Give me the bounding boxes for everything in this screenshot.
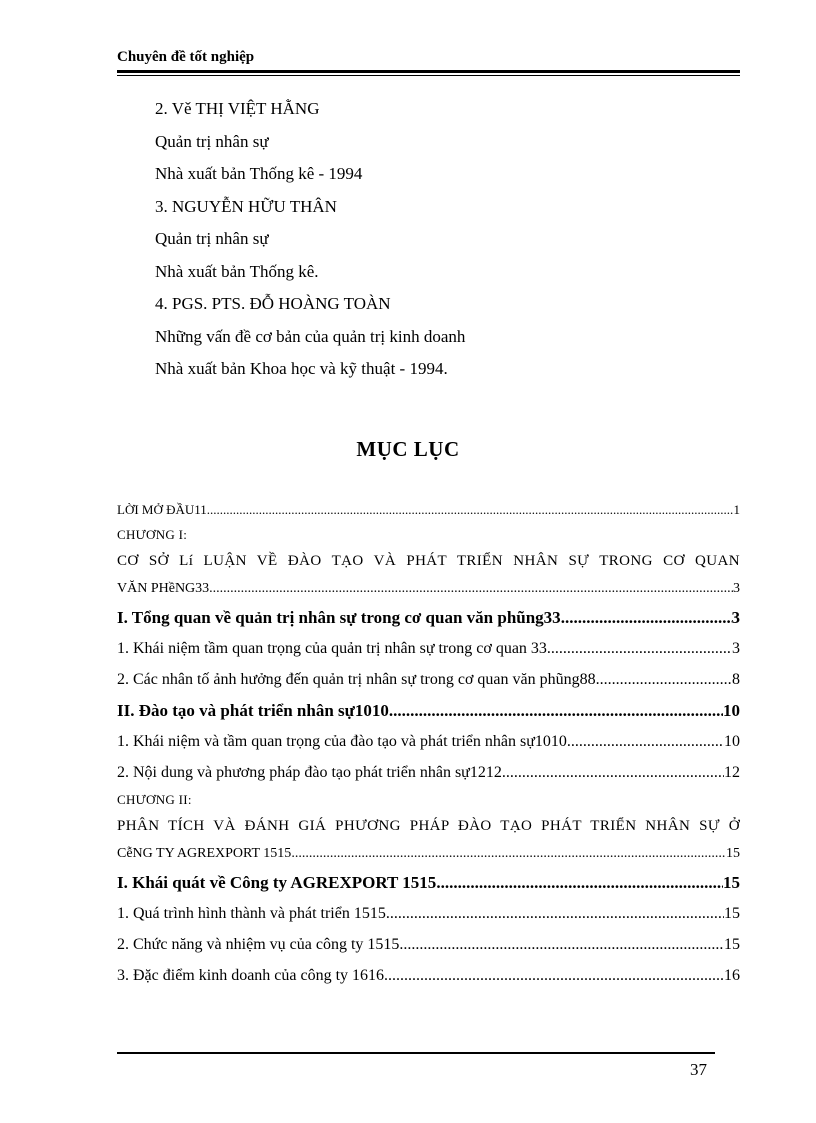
reference-line: Những vấn đề cơ bản của quản trị kinh doanh — [155, 326, 466, 346]
toc-leader — [291, 840, 726, 867]
toc-leader — [547, 633, 732, 664]
reference-line: 4. PGS. PTS. ĐỖ HOÀNG TOÀN — [155, 294, 391, 313]
toc-page-number: 16 — [724, 967, 740, 984]
toc-entry — [117, 898, 740, 929]
toc-entry-text: I. Khái quát về Công ty AGREXPORT 1515 — [117, 873, 437, 892]
toc-entry-text: 2. Chức năng và nhiệm vụ của công ty 1515 — [117, 936, 400, 953]
toc-entry — [117, 840, 740, 867]
footer-rule — [117, 1052, 715, 1054]
toc-entry — [117, 575, 740, 602]
table-of-contents — [117, 496, 740, 991]
toc-page-number: 15 — [724, 905, 740, 922]
toc-leader — [384, 960, 724, 991]
toc-entry-text: 2. Nội dung và phương pháp đào tạo phát triển nhân sự1212 — [117, 764, 502, 781]
toc-page-number: 15 — [723, 873, 740, 892]
toc-leader — [207, 496, 734, 523]
toc-entry-text: 1. Khái niệm tầm quan trọng của quản trị nhân sự trong cơ quan 33 — [117, 640, 547, 657]
toc-page-number: 12 — [724, 764, 740, 781]
toc-entry — [117, 602, 740, 633]
toc-leader — [209, 575, 733, 602]
reference-line: Quản trị nhân sự — [155, 229, 269, 248]
toc-entry-text: 3. Đặc điểm kinh doanh của công ty 1616 — [117, 967, 385, 984]
reference-list — [155, 96, 715, 389]
toc-entry — [117, 633, 740, 664]
running-header: Chuyên đề tốt nghiệp — [117, 49, 255, 65]
toc-entry-text: I. Tổng quan về quản trị nhân sự trong cơ quan văn phũng33 — [117, 608, 561, 627]
toc-entry-text: 2. Các nhân tố ảnh hưởng đến quản trị nhân sự trong cơ quan văn phũng88 — [117, 671, 596, 688]
toc-page-number: 3 — [733, 581, 740, 596]
toc-entry-text: CHƯƠNG II: — [117, 792, 192, 807]
toc-heading: MỤC LỤC — [356, 437, 460, 461]
toc-entry-text: II. Đào tạo và phát triển nhân sự1010 — [117, 701, 389, 720]
header-rule-thick — [117, 70, 740, 73]
page-number: 37 — [690, 1060, 707, 1079]
reference-line: 3. NGUYỄN HỮU THÂN — [155, 196, 337, 216]
toc-chapter-label — [117, 788, 740, 812]
toc-leader — [502, 757, 724, 788]
toc-entry-text: 1. Khái niệm và tầm quan trọng của đào tạo và phát triển nhân sự1010 — [117, 733, 567, 750]
toc-leader — [389, 695, 723, 726]
toc-leader — [436, 867, 723, 898]
toc-entry — [117, 664, 740, 695]
toc-entry-text: CHƯƠNG I: — [117, 527, 188, 542]
toc-leader — [399, 929, 724, 960]
toc-leader — [386, 898, 724, 929]
toc-entry-text: VĂN PHềNG33 — [117, 581, 210, 596]
toc-entry — [117, 867, 740, 898]
toc-chapter-label — [117, 523, 740, 547]
toc-page-number: 1 — [733, 502, 740, 517]
toc-entry — [117, 726, 740, 757]
toc-page-number: 15 — [724, 936, 740, 953]
toc-entry — [117, 960, 740, 991]
reference-line: 2. Vě THỊ VIỆT HẰNG — [155, 99, 320, 118]
toc-entry-text: LỜI MỞ ĐẦU11 — [117, 502, 207, 517]
toc-entry-text: CễNG TY AGREXPORT 1515 — [117, 846, 292, 861]
reference-line: Nhà xuất bản Thống kê - 1994 — [155, 164, 363, 183]
reference-line: Quản trị nhân sự — [155, 131, 269, 151]
toc-chapter-title: CƠ SỞ Lí LUẬN VỀ ĐÀO TẠO VÀ PHÁT TRIỂN NHÂN SỰ TRONG CƠ QUAN — [117, 553, 740, 569]
toc-page-number: 3 — [731, 608, 740, 627]
toc-page-number: 10 — [723, 701, 740, 720]
reference-line: Nhà xuất bản Thống kê. — [155, 261, 319, 281]
reference-line: Nhà xuất bản Khoa học và kỹ thuật - 1994. — [155, 359, 448, 378]
toc-leader — [596, 664, 732, 695]
toc-page-number: 3 — [732, 640, 740, 657]
toc-entry-text: 1. Quá trình hình thành và phát triển 1515 — [117, 905, 386, 922]
toc-page-number: 10 — [724, 733, 740, 750]
toc-leader — [567, 726, 724, 757]
toc-leader — [561, 602, 732, 633]
toc-entry — [117, 496, 740, 523]
toc-chapter-title: PHÂN TÍCH VÀ ĐÁNH GIÁ PHƯƠNG PHÁP ĐÀO TẠO PHÁT TRIỂN NHÂN SỰ Ở — [117, 818, 740, 834]
toc-page-number: 8 — [732, 671, 740, 688]
toc-page-number: 15 — [726, 846, 740, 861]
toc-entry — [117, 695, 740, 726]
toc-entry — [117, 757, 740, 788]
header-rule-thin — [117, 75, 740, 76]
toc-entry — [117, 929, 740, 960]
